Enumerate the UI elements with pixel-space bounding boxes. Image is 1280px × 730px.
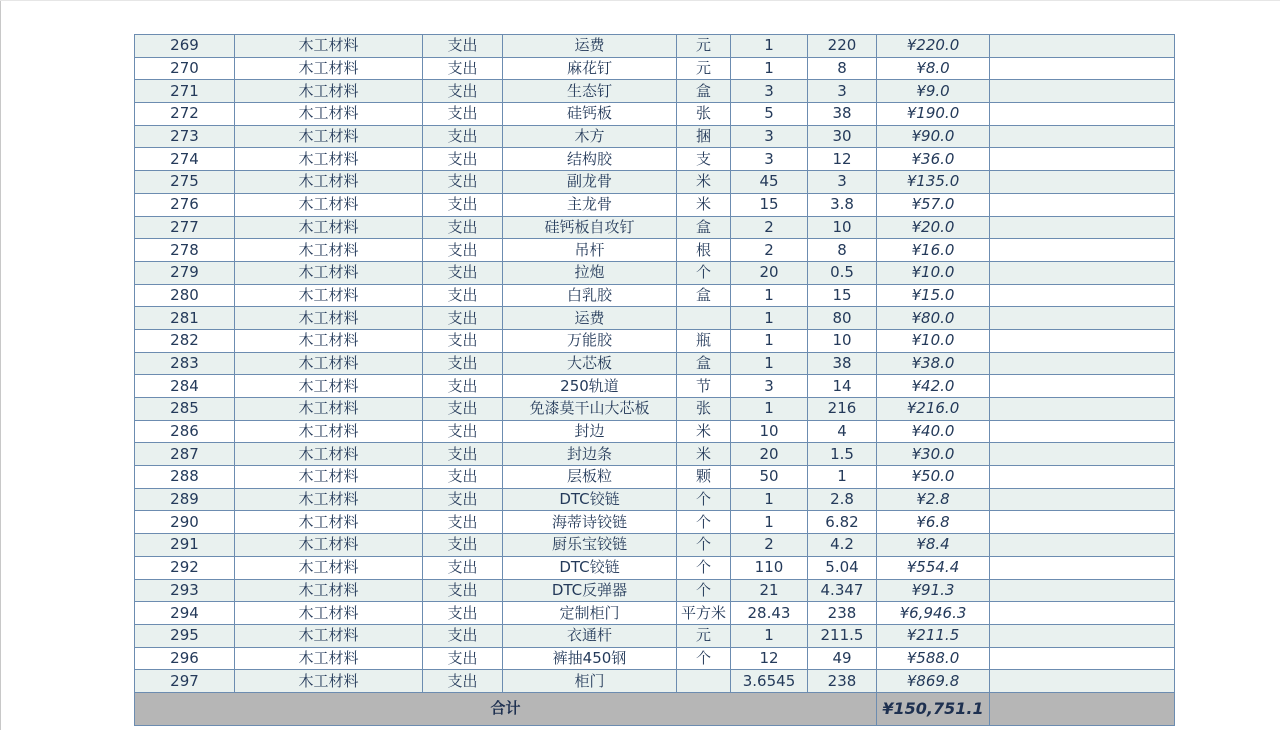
category-cell[interactable]: 木工材料 [235,103,423,126]
category-cell[interactable]: 木工材料 [235,511,423,534]
amount-cell[interactable]: ¥216.0 [877,398,990,421]
item-name-cell[interactable]: 木方 [503,125,677,148]
empty-cell[interactable] [990,647,1175,670]
row-number-cell[interactable]: 269 [135,35,235,58]
type-cell[interactable]: 支出 [423,466,503,489]
type-cell[interactable]: 支出 [423,216,503,239]
quantity-cell[interactable]: 20 [731,261,808,284]
amount-cell[interactable]: ¥9.0 [877,80,990,103]
type-cell[interactable]: 支出 [423,375,503,398]
item-name-cell[interactable]: 白乳胶 [503,284,677,307]
item-name-cell[interactable]: 裤抽450钢 [503,647,677,670]
table-row [135,148,1175,171]
category-cell[interactable]: 木工材料 [235,148,423,171]
page-top-border [0,0,1280,1]
amount-cell[interactable]: ¥80.0 [877,307,990,330]
quantity-cell[interactable]: 21 [731,579,808,602]
type-cell[interactable]: 支出 [423,352,503,375]
unit-cell[interactable]: 盒 [677,284,731,307]
unit-price-cell[interactable]: 38 [808,103,877,126]
empty-cell[interactable] [990,352,1175,375]
table-row [135,420,1175,443]
unit-price-cell[interactable]: 238 [808,602,877,625]
type-cell[interactable]: 支出 [423,57,503,80]
type-cell[interactable]: 支出 [423,579,503,602]
category-cell[interactable]: 木工材料 [235,35,423,58]
empty-cell[interactable] [990,307,1175,330]
unit-price-cell[interactable]: 4.347 [808,579,877,602]
item-name-cell[interactable]: 柜门 [503,670,677,693]
category-cell[interactable]: 木工材料 [235,307,423,330]
unit-price-cell[interactable]: 211.5 [808,624,877,647]
item-name-cell[interactable]: 硅钙板自攻钉 [503,216,677,239]
unit-price-cell[interactable]: 5.04 [808,556,877,579]
empty-cell[interactable] [990,329,1175,352]
item-name-cell[interactable]: DTC铰链 [503,488,677,511]
unit-price-cell[interactable]: 10 [808,216,877,239]
item-name-cell[interactable]: 层板粒 [503,466,677,489]
unit-cell[interactable]: 根 [677,239,731,262]
unit-cell[interactable] [677,307,731,330]
quantity-cell[interactable]: 50 [731,466,808,489]
category-cell[interactable]: 木工材料 [235,329,423,352]
type-cell[interactable]: 支出 [423,284,503,307]
quantity-cell[interactable]: 1 [731,488,808,511]
quantity-cell[interactable]: 1 [731,284,808,307]
category-cell[interactable]: 木工材料 [235,466,423,489]
quantity-cell[interactable]: 12 [731,647,808,670]
amount-cell[interactable]: ¥8.4 [877,534,990,557]
category-cell[interactable]: 木工材料 [235,375,423,398]
unit-cell[interactable]: 支 [677,148,731,171]
table-row [135,80,1175,103]
empty-cell[interactable] [990,375,1175,398]
empty-cell[interactable] [990,624,1175,647]
table-row [135,443,1175,466]
empty-cell[interactable] [990,35,1175,58]
empty-cell[interactable] [990,57,1175,80]
quantity-cell[interactable]: 110 [731,556,808,579]
amount-cell[interactable]: ¥869.8 [877,670,990,693]
amount-cell[interactable]: ¥211.5 [877,624,990,647]
type-cell[interactable]: 支出 [423,193,503,216]
category-cell[interactable]: 木工材料 [235,670,423,693]
unit-cell[interactable]: 颗 [677,466,731,489]
empty-cell[interactable] [990,511,1175,534]
row-number-cell[interactable]: 284 [135,375,235,398]
item-name-cell[interactable]: 大芯板 [503,352,677,375]
category-cell[interactable]: 木工材料 [235,579,423,602]
unit-price-cell[interactable]: 2.8 [808,488,877,511]
amount-cell[interactable]: ¥90.0 [877,125,990,148]
category-cell[interactable]: 木工材料 [235,352,423,375]
category-cell[interactable]: 木工材料 [235,216,423,239]
category-cell[interactable]: 木工材料 [235,647,423,670]
row-number-cell[interactable]: 295 [135,624,235,647]
unit-cell[interactable]: 元 [677,35,731,58]
item-name-cell[interactable]: 吊杆 [503,239,677,262]
unit-cell[interactable]: 元 [677,57,731,80]
unit-price-cell[interactable]: 1 [808,466,877,489]
expense-table-body [135,35,1175,726]
row-number-cell[interactable]: 279 [135,261,235,284]
type-cell[interactable]: 支出 [423,647,503,670]
unit-price-cell[interactable]: 3 [808,171,877,194]
unit-cell[interactable]: 盒 [677,352,731,375]
item-name-cell[interactable]: 运费 [503,307,677,330]
amount-cell[interactable]: ¥20.0 [877,216,990,239]
unit-cell[interactable]: 元 [677,624,731,647]
category-cell[interactable]: 木工材料 [235,171,423,194]
empty-cell[interactable] [990,80,1175,103]
amount-cell[interactable]: ¥40.0 [877,420,990,443]
page-left-border [0,0,1,730]
item-name-cell[interactable]: 拉炮 [503,261,677,284]
row-number-cell[interactable]: 270 [135,57,235,80]
table-row [135,171,1175,194]
category-cell[interactable]: 木工材料 [235,398,423,421]
amount-cell[interactable]: ¥30.0 [877,443,990,466]
category-cell[interactable]: 木工材料 [235,556,423,579]
type-cell[interactable]: 支出 [423,534,503,557]
type-cell[interactable]: 支出 [423,670,503,693]
item-name-cell[interactable]: 生态钉 [503,80,677,103]
item-name-cell[interactable]: 衣通杆 [503,624,677,647]
row-number-cell[interactable]: 281 [135,307,235,330]
quantity-cell[interactable]: 1 [731,307,808,330]
table-row [135,511,1175,534]
row-number-cell[interactable]: 292 [135,556,235,579]
unit-cell[interactable]: 个 [677,261,731,284]
amount-cell[interactable]: ¥10.0 [877,261,990,284]
row-number-cell[interactable]: 289 [135,488,235,511]
empty-cell[interactable] [990,579,1175,602]
table-row [135,125,1175,148]
type-cell[interactable]: 支出 [423,488,503,511]
quantity-cell[interactable]: 1 [731,35,808,58]
unit-cell[interactable]: 个 [677,579,731,602]
quantity-cell[interactable]: 3 [731,125,808,148]
table-row [135,375,1175,398]
type-cell[interactable]: 支出 [423,261,503,284]
empty-cell[interactable] [990,171,1175,194]
table-row [135,579,1175,602]
unit-price-cell[interactable]: 15 [808,284,877,307]
category-cell[interactable]: 木工材料 [235,624,423,647]
type-cell[interactable]: 支出 [423,148,503,171]
table-row [135,284,1175,307]
type-cell[interactable]: 支出 [423,398,503,421]
row-number-cell[interactable]: 294 [135,602,235,625]
table-row [135,329,1175,352]
category-cell[interactable]: 木工材料 [235,261,423,284]
amount-cell[interactable]: ¥50.0 [877,466,990,489]
amount-cell[interactable]: ¥220.0 [877,35,990,58]
row-number-cell[interactable]: 273 [135,125,235,148]
empty-cell[interactable] [990,443,1175,466]
unit-price-cell[interactable]: 238 [808,670,877,693]
category-cell[interactable]: 木工材料 [235,239,423,262]
unit-price-cell[interactable]: 3.8 [808,193,877,216]
type-cell[interactable]: 支出 [423,511,503,534]
item-name-cell[interactable]: 免漆莫干山大芯板 [503,398,677,421]
type-cell[interactable]: 支出 [423,420,503,443]
unit-price-cell[interactable]: 6.82 [808,511,877,534]
empty-cell[interactable] [990,125,1175,148]
category-cell[interactable]: 木工材料 [235,80,423,103]
table-row [135,193,1175,216]
row-number-cell[interactable]: 296 [135,647,235,670]
amount-cell[interactable]: ¥57.0 [877,193,990,216]
unit-price-cell[interactable]: 8 [808,239,877,262]
unit-price-cell[interactable]: 38 [808,352,877,375]
amount-cell[interactable]: ¥15.0 [877,284,990,307]
quantity-cell[interactable]: 1 [731,57,808,80]
type-cell[interactable]: 支出 [423,171,503,194]
unit-cell[interactable]: 张 [677,103,731,126]
unit-price-cell[interactable]: 30 [808,125,877,148]
row-number-cell[interactable]: 278 [135,239,235,262]
amount-cell[interactable]: ¥588.0 [877,647,990,670]
quantity-cell[interactable]: 1 [731,352,808,375]
table-row [135,216,1175,239]
unit-price-cell[interactable]: 14 [808,375,877,398]
row-number-cell[interactable]: 272 [135,103,235,126]
quantity-cell[interactable]: 28.43 [731,602,808,625]
unit-cell[interactable] [677,670,731,693]
quantity-cell[interactable]: 3.6545 [731,670,808,693]
unit-cell[interactable]: 瓶 [677,329,731,352]
table-row [135,466,1175,489]
row-number-cell[interactable]: 276 [135,193,235,216]
row-number-cell[interactable]: 271 [135,80,235,103]
unit-price-cell[interactable]: 49 [808,647,877,670]
empty-cell[interactable] [990,692,1175,725]
table-row [135,307,1175,330]
amount-cell[interactable]: ¥6,946.3 [877,602,990,625]
type-cell[interactable]: 支出 [423,239,503,262]
amount-cell[interactable]: ¥135.0 [877,171,990,194]
quantity-cell[interactable]: 10 [731,420,808,443]
item-name-cell[interactable]: 250轨道 [503,375,677,398]
total-row [135,692,1175,725]
empty-cell[interactable] [990,103,1175,126]
unit-price-cell[interactable]: 12 [808,148,877,171]
unit-cell[interactable]: 米 [677,171,731,194]
unit-cell[interactable]: 节 [677,375,731,398]
row-number-cell[interactable]: 277 [135,216,235,239]
category-cell[interactable]: 木工材料 [235,488,423,511]
type-cell[interactable]: 支出 [423,624,503,647]
quantity-cell[interactable]: 1 [731,329,808,352]
quantity-cell[interactable]: 3 [731,375,808,398]
item-name-cell[interactable]: 封边条 [503,443,677,466]
unit-cell[interactable]: 个 [677,511,731,534]
total-amount-cell[interactable]: ¥150,751.1 [877,692,990,725]
unit-cell[interactable]: 米 [677,443,731,466]
quantity-cell[interactable]: 2 [731,534,808,557]
unit-price-cell[interactable]: 216 [808,398,877,421]
table-row [135,239,1175,262]
type-cell[interactable]: 支出 [423,80,503,103]
quantity-cell[interactable]: 20 [731,443,808,466]
empty-cell[interactable] [990,261,1175,284]
table-row [135,398,1175,421]
unit-cell[interactable]: 盒 [677,216,731,239]
unit-price-cell[interactable]: 1.5 [808,443,877,466]
empty-cell[interactable] [990,398,1175,421]
unit-price-cell[interactable]: 80 [808,307,877,330]
amount-cell[interactable]: ¥16.0 [877,239,990,262]
empty-cell[interactable] [990,420,1175,443]
type-cell[interactable]: 支出 [423,35,503,58]
category-cell[interactable]: 木工材料 [235,284,423,307]
unit-cell[interactable]: 个 [677,488,731,511]
quantity-cell[interactable]: 3 [731,148,808,171]
category-cell[interactable]: 木工材料 [235,420,423,443]
empty-cell[interactable] [990,239,1175,262]
table-row [135,352,1175,375]
empty-cell[interactable] [990,556,1175,579]
table-row [135,670,1175,693]
unit-cell[interactable]: 米 [677,420,731,443]
amount-cell[interactable]: ¥2.8 [877,488,990,511]
table-row [135,602,1175,625]
empty-cell[interactable] [990,216,1175,239]
quantity-cell[interactable]: 1 [731,511,808,534]
amount-cell[interactable]: ¥8.0 [877,57,990,80]
unit-price-cell[interactable]: 0.5 [808,261,877,284]
unit-cell[interactable]: 张 [677,398,731,421]
type-cell[interactable]: 支出 [423,556,503,579]
quantity-cell[interactable]: 15 [731,193,808,216]
row-number-cell[interactable]: 286 [135,420,235,443]
item-name-cell[interactable]: 主龙骨 [503,193,677,216]
unit-cell[interactable]: 个 [677,647,731,670]
item-name-cell[interactable]: 海蒂诗铰链 [503,511,677,534]
amount-cell[interactable]: ¥6.8 [877,511,990,534]
quantity-cell[interactable]: 1 [731,398,808,421]
unit-cell[interactable]: 个 [677,556,731,579]
empty-cell[interactable] [990,193,1175,216]
row-number-cell[interactable]: 285 [135,398,235,421]
expense-table [134,34,1175,726]
item-name-cell[interactable]: 麻花钉 [503,57,677,80]
table-row [135,103,1175,126]
row-number-cell[interactable]: 274 [135,148,235,171]
item-name-cell[interactable]: 定制柜门 [503,602,677,625]
total-label-cell[interactable]: 合计 [135,692,877,725]
type-cell[interactable]: 支出 [423,443,503,466]
row-number-cell[interactable]: 297 [135,670,235,693]
quantity-cell[interactable]: 45 [731,171,808,194]
table-row [135,57,1175,80]
item-name-cell[interactable]: DTC反弹器 [503,579,677,602]
item-name-cell[interactable]: 万能胶 [503,329,677,352]
item-name-cell[interactable]: 硅钙板 [503,103,677,126]
empty-cell[interactable] [990,602,1175,625]
table-row [135,534,1175,557]
quantity-cell[interactable]: 1 [731,624,808,647]
unit-cell[interactable]: 捆 [677,125,731,148]
unit-price-cell[interactable]: 220 [808,35,877,58]
amount-cell[interactable]: ¥36.0 [877,148,990,171]
empty-cell[interactable] [990,534,1175,557]
quantity-cell[interactable]: 2 [731,239,808,262]
row-number-cell[interactable]: 282 [135,329,235,352]
amount-cell[interactable]: ¥190.0 [877,103,990,126]
item-name-cell[interactable]: DTC铰链 [503,556,677,579]
row-number-cell[interactable]: 288 [135,466,235,489]
table-row [135,647,1175,670]
category-cell[interactable]: 木工材料 [235,193,423,216]
unit-price-cell[interactable]: 4.2 [808,534,877,557]
item-name-cell[interactable]: 厨乐宝铰链 [503,534,677,557]
unit-price-cell[interactable]: 4 [808,420,877,443]
amount-cell[interactable]: ¥42.0 [877,375,990,398]
empty-cell[interactable] [990,670,1175,693]
row-number-cell[interactable]: 283 [135,352,235,375]
table-row [135,35,1175,58]
unit-cell[interactable]: 盒 [677,80,731,103]
unit-price-cell[interactable]: 8 [808,57,877,80]
unit-price-cell[interactable]: 10 [808,329,877,352]
type-cell[interactable]: 支出 [423,602,503,625]
item-name-cell[interactable]: 运费 [503,35,677,58]
category-cell[interactable]: 木工材料 [235,534,423,557]
table-row [135,488,1175,511]
table-row [135,624,1175,647]
row-number-cell[interactable]: 275 [135,171,235,194]
empty-cell[interactable] [990,148,1175,171]
row-number-cell[interactable]: 287 [135,443,235,466]
quantity-cell[interactable]: 3 [731,80,808,103]
row-number-cell[interactable]: 291 [135,534,235,557]
table-row [135,261,1175,284]
quantity-cell[interactable]: 2 [731,216,808,239]
unit-price-cell[interactable]: 3 [808,80,877,103]
empty-cell[interactable] [990,488,1175,511]
item-name-cell[interactable]: 副龙骨 [503,171,677,194]
type-cell[interactable]: 支出 [423,125,503,148]
amount-cell[interactable]: ¥10.0 [877,329,990,352]
empty-cell[interactable] [990,466,1175,489]
unit-cell[interactable]: 平方米 [677,602,731,625]
row-number-cell[interactable]: 280 [135,284,235,307]
category-cell[interactable]: 木工材料 [235,602,423,625]
row-number-cell[interactable]: 290 [135,511,235,534]
item-name-cell[interactable]: 结构胶 [503,148,677,171]
empty-cell[interactable] [990,284,1175,307]
category-cell[interactable]: 木工材料 [235,57,423,80]
type-cell[interactable]: 支出 [423,329,503,352]
category-cell[interactable]: 木工材料 [235,125,423,148]
table-row [135,556,1175,579]
type-cell[interactable]: 支出 [423,307,503,330]
unit-cell[interactable]: 米 [677,193,731,216]
amount-cell[interactable]: ¥38.0 [877,352,990,375]
unit-cell[interactable]: 个 [677,534,731,557]
row-number-cell[interactable]: 293 [135,579,235,602]
category-cell[interactable]: 木工材料 [235,443,423,466]
amount-cell[interactable]: ¥91.3 [877,579,990,602]
amount-cell[interactable]: ¥554.4 [877,556,990,579]
quantity-cell[interactable]: 5 [731,103,808,126]
item-name-cell[interactable]: 封边 [503,420,677,443]
type-cell[interactable]: 支出 [423,103,503,126]
